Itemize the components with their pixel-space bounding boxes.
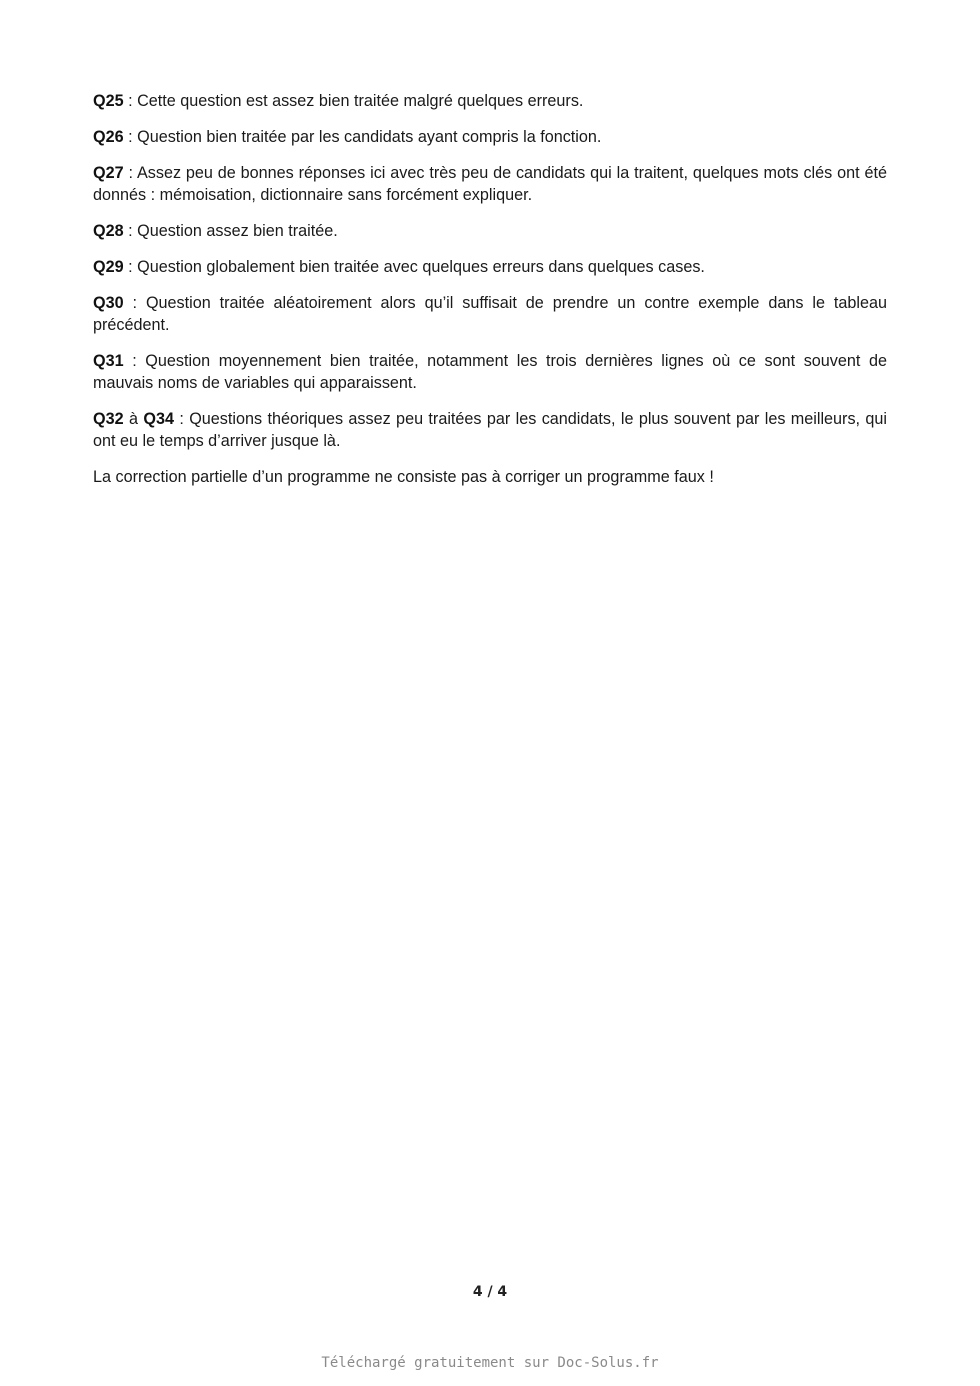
comment-text: : Cette question est assez bien traitée malgré quelques erreurs. xyxy=(123,92,584,110)
comment-q27 xyxy=(93,162,887,206)
comment-text: : Question assez bien traitée. xyxy=(123,222,338,240)
comment-text: : Question moyennement bien traitée, notamment les trois dernières lignes où ce sont souvent de mauvais noms de variables qui apparaissent. xyxy=(93,352,887,392)
comment-q28 xyxy=(93,220,887,242)
comment-q25 xyxy=(93,90,887,112)
range-connector: à xyxy=(123,410,144,428)
comment-q26 xyxy=(93,126,887,148)
closing-note: La correction partielle d’un programme ne consiste pas à corriger un programme faux ! xyxy=(93,468,714,486)
comment-text: : Question globalement bien traitée avec quelques erreurs dans quelques cases. xyxy=(123,258,705,276)
question-label: Q29 xyxy=(93,258,124,276)
comment-text: : Question bien traitée par les candidats ayant compris la fonction. xyxy=(123,128,602,146)
comment-q29 xyxy=(93,256,887,278)
question-label: Q30 xyxy=(93,294,124,312)
comment-text: : Question traitée aléatoirement alors qu’il suffisait de prendre un contre exemple dans le tableau précédent. xyxy=(93,294,887,334)
comment-text: : Questions théoriques assez peu traitées par les candidats, le plus souvent par les meilleurs, qui ont eu le temps d’arriver jusque là. xyxy=(93,410,888,450)
question-label: Q25 xyxy=(93,92,124,110)
question-label-end: Q34 xyxy=(143,410,174,428)
question-label: Q27 xyxy=(93,164,124,182)
download-footer: Téléchargé gratuitement sur Doc-Solus.fr xyxy=(321,1355,659,1371)
document-body xyxy=(93,90,887,502)
question-label-start: Q32 xyxy=(93,410,124,428)
comment-q30 xyxy=(93,292,887,336)
question-label: Q28 xyxy=(93,222,124,240)
page-number: 4 / 4 xyxy=(472,1284,508,1300)
comment-q31 xyxy=(93,350,887,394)
question-label: Q31 xyxy=(93,352,124,370)
question-label: Q26 xyxy=(93,128,124,146)
comment-text: : Assez peu de bonnes réponses ici avec très peu de candidats qui la traitent, quelques mots clés ont été donnés : mémoisation, dictionnaire sans forcément expliquer. xyxy=(93,164,887,204)
comment-q32-q34 xyxy=(93,408,887,452)
